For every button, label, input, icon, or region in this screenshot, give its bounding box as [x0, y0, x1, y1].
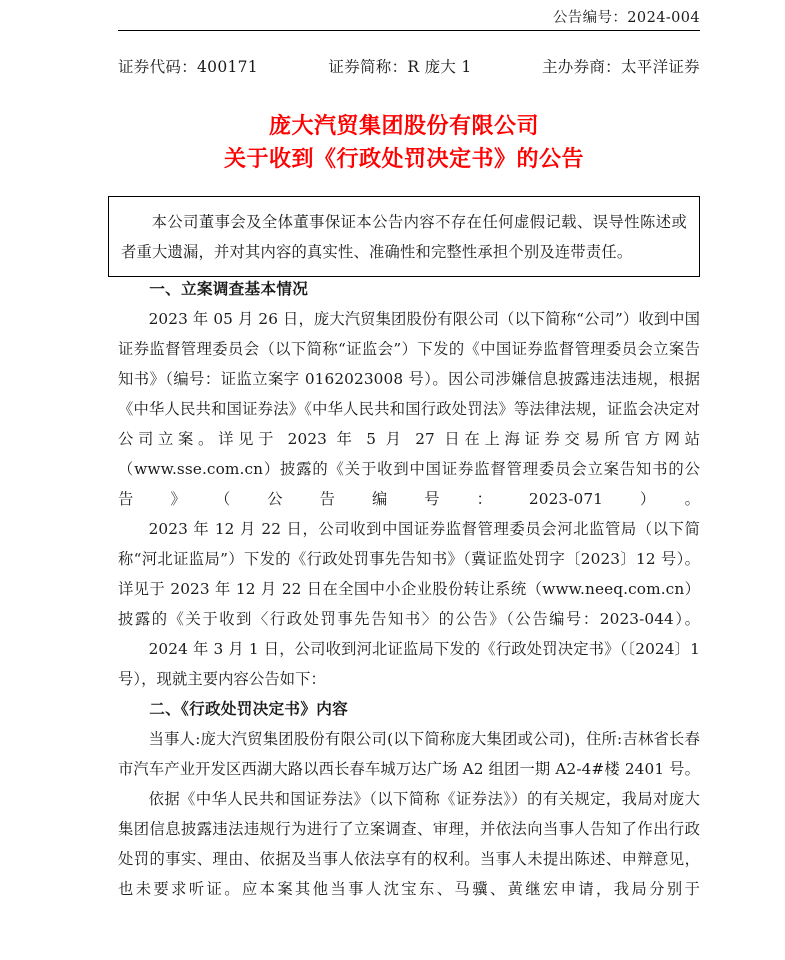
title-company-name: 庞大汽贸集团股份有限公司	[268, 114, 539, 139]
section-1-paragraph-1: 2023 年 05 月 26 日，庞大汽贸集团股份有限公司（以下简称“公司”）收到中国证券监督管理委员会（以下简称“证监会”）下发的《中国证券监督管理委员会立案告知书》（编号：证监立案字 0162023008 号）。因公司涉嫌信息披露违法违规，根据《中华人民共和国证券法》《中华人民共和国行政处罚法》等法律法规，证监会决定对公司立案。详见于 2023 年 5 月 27 日在上海证券交易所官方网站（www.sse.com.cn）披露的《关于收到中国证券监督管理委员会立案告知书的公告》（公告编号：2023-071）。	[118, 310, 700, 508]
section-1-paragraph-3: 2024 年 3 月 1 日，公司收到河北证监局下发的《行政处罚决定书》（〔2024〕1 号），现就主要内容公告如下：	[118, 640, 700, 688]
lead-broker: 主办券商：太平洋证券	[541, 58, 700, 76]
section-heading-1: 一、立案调查基本情况	[149, 280, 309, 298]
security-info-row	[118, 55, 700, 77]
announcement-number: 公告编号：2024-004	[552, 10, 700, 26]
section-2-paragraph-1: 当事人:庞大汽贸集团股份有限公司(以下简称庞大集团或公司)，住所:吉林省长春市汽车产业开发区西湖大路以西长春车城万达广场 A2 组团一期 A2-4#楼 2401 号。	[118, 730, 700, 778]
title-subject: 关于收到《行政处罚决定书》的公告	[223, 147, 584, 172]
section-2-paragraph-2: 依据《中华人民共和国证券法》（以下简称《证券法》）的有关规定，我局对庞大集团信息披露违法违规行为进行了立案调查、审理，并依法向当事人告知了作出行政处罚的事实、理由、依据及当事人依法享有的权利。当事人未提出陈述、申辩意见，也未要求听证。应本案其他当事人沈宝东、马骥、黄继宏申请，我局分别于	[118, 790, 700, 898]
announcement-body	[118, 274, 700, 904]
security-abbreviation: 证券简称：R 庞大 1	[328, 58, 472, 76]
section-heading-2: 二、《行政处罚决定书》内容	[149, 700, 349, 718]
page-title	[108, 110, 700, 176]
section-1-paragraph-2: 2023 年 12 月 22 日，公司收到中国证券监督管理委员会河北监管局（以下简称“河北证监局”）下发的《行政处罚事先告知书》（冀证监处罚字〔2023〕12 号）。详见于 2023 年 12 月 22 日在全国中小企业股份转让系统（www.neeq.com.cn）披露的《关于收到〈行政处罚事先告知书〉的公告》（公告编号：2023-044）。	[118, 520, 700, 628]
security-code: 证券代码：400171	[118, 58, 258, 76]
page-header	[118, 6, 700, 31]
disclaimer-box	[108, 196, 700, 277]
disclaimer-text: 本公司董事会及全体董事保证本公告内容不存在任何虚假记载、误导性陈述或者重大遗漏，并对其内容的真实性、准确性和完整性承担个别及连带责任。	[121, 213, 687, 261]
